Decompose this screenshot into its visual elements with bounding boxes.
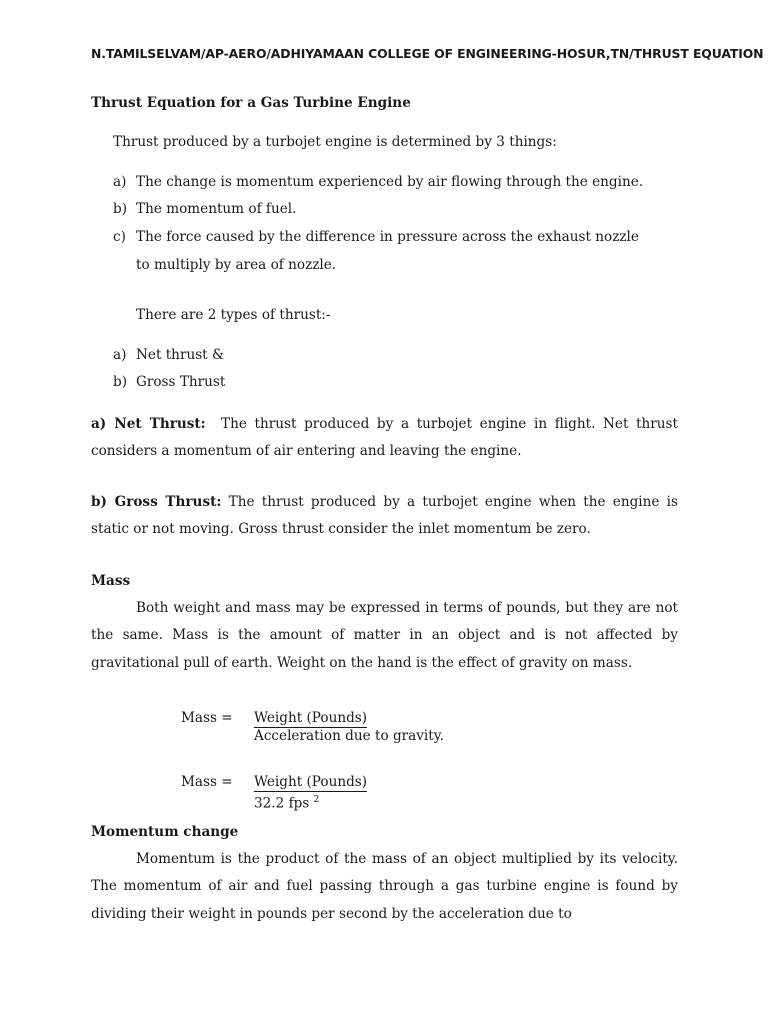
factor-marker-a: a) <box>113 174 127 190</box>
mass-formula-1 <box>181 710 444 745</box>
factor-marker-c: c) <box>113 229 126 245</box>
formula-2-denominator: 32.2 fps <box>254 795 310 812</box>
formula-1-denominator: Acceleration due to gravity. <box>254 728 444 744</box>
intro-text: Thrust produced by a turbojet engine is determined by 3 things: <box>113 134 557 150</box>
type-text-b: Gross Thrust <box>136 374 226 390</box>
factor-text-c-cont: to multiply by area of nozzle. <box>136 257 337 273</box>
mass-heading: Mass <box>91 573 131 589</box>
type-marker-b: b) <box>113 374 128 390</box>
mass-paragraph: Both weight and mass may be expressed in terms of pounds, but they are not the same. Mass is the amount of matter in an object and is not affected by gravitational pull of earth. Weight on the hand is the effect of gravity on mass. <box>91 600 678 671</box>
factor-text-a: The change is momentum experienced by air flowing through the engine. <box>136 174 644 190</box>
factor-text-c: The force caused by the difference in pressure across the exhaust nozzle <box>136 229 639 245</box>
formula-2-exponent: 2 <box>313 795 320 805</box>
net-thrust-paragraph <box>91 411 678 466</box>
formula-1-fraction <box>254 710 444 745</box>
page-header: N.TAMILSELVAM/AP-AERO/ADHIYAMAAN COLLEGE OF ENGINEERING-HOSUR,TN/THRUST EQUATION <box>91 46 764 61</box>
type-text-a: Net thrust & <box>136 347 225 363</box>
net-thrust-label: a) Net Thrust: <box>91 416 206 432</box>
document-title: Thrust Equation for a Gas Turbine Engine <box>91 95 411 111</box>
factor-text-b: The momentum of fuel. <box>136 201 297 217</box>
gross-thrust-label: b) Gross Thrust: <box>91 494 222 510</box>
mass-formula-2 <box>181 774 367 813</box>
formula-1-numerator: Weight (Pounds) <box>254 710 368 726</box>
formula-1-lhs: Mass = <box>181 710 233 726</box>
formula-2-lhs: Mass = <box>181 774 233 790</box>
factor-marker-b: b) <box>113 201 128 217</box>
momentum-paragraph: Momentum is the product of the mass of an object multiplied by its velocity. The momentum of air and fuel passing through a gas turbine engine is found by dividing their weight in pounds per second by the acceleration due to <box>91 851 678 922</box>
gross-thrust-text: The thrust produced by a turbojet engine when the engine is static or not moving. Gross thrust consider the inlet momentum be zero. <box>91 494 678 538</box>
gross-thrust-paragraph <box>91 489 678 544</box>
types-intro: There are 2 types of thrust:- <box>136 307 331 323</box>
momentum-heading: Momentum change <box>91 824 239 840</box>
formula-2-fraction <box>254 774 367 813</box>
type-marker-a: a) <box>113 347 127 363</box>
net-thrust-text: The thrust produced by a turbojet engine in flight. Net thrust considers a momentum of air entering and leaving the engine. <box>91 416 678 460</box>
formula-2-numerator: Weight (Pounds) <box>254 774 368 790</box>
formula-2-denominator-wrap <box>254 792 367 813</box>
